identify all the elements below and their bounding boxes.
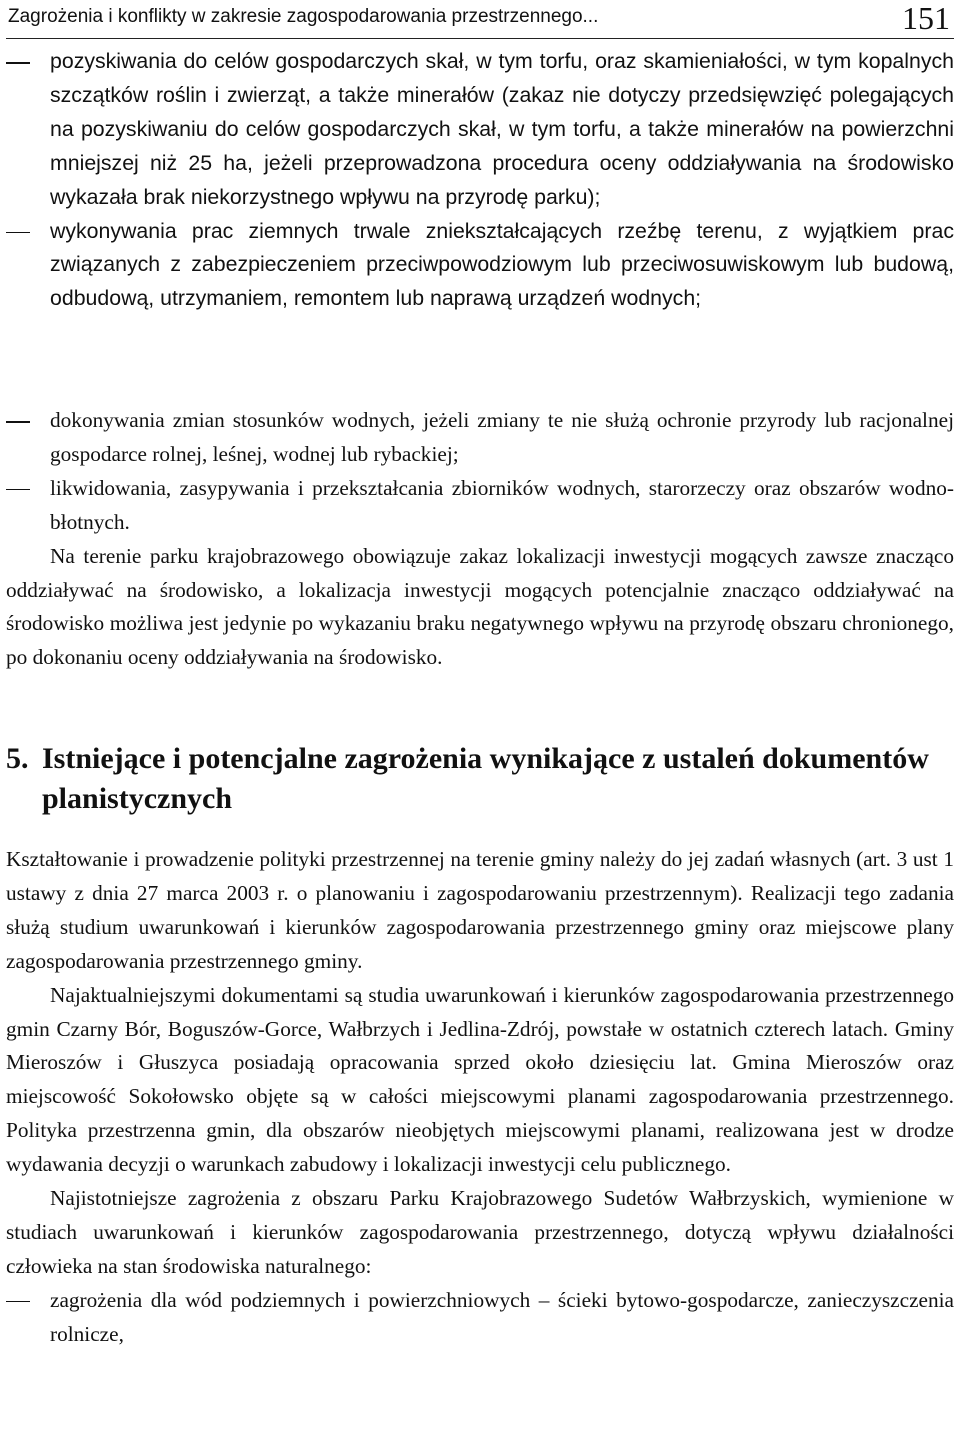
list-item: [6, 215, 954, 317]
dash-bullet: [6, 62, 30, 64]
section-body: [6, 843, 954, 1352]
list-item-text: dokonywania zmian stosunków wodnych, jeżeli zmiany te nie służą ochronie przyrody lub racjonalnej gospodarce rolnej, leśnej, wodnej lub rybackiej;: [50, 408, 954, 466]
list-item-text: zagrożenia dla wód podziemnych i powierzchniowych – ścieki bytowo-gospodarcze, zanieczyszczenia rolnicze,: [50, 1287, 954, 1346]
top-section: [6, 45, 954, 316]
paragraph: Kształtowanie i prowadzenie polityki przestrzennej na terenie gminy należy do jej zadań własnych (art. 3 ust 1 ustawy z dnia 27 marca 2003 r. o planowaniu i zagospodarowaniu przestrzennym). Realizacji tego zadania służą studium uwarunkowań i kierunków zagospodarowania przestrzennego gminy oraz miejscowe plany zagospodarowania przestrzennego gminy.: [6, 847, 954, 973]
list-item: [6, 404, 954, 472]
dash-bullet: [6, 489, 30, 491]
page-header: [6, 0, 954, 39]
list-item: [6, 472, 954, 540]
page-number: 151: [902, 0, 950, 36]
running-title: Zagrożenia i konflikty w zakresie zagospodarowania przestrzennego...: [8, 6, 599, 27]
list-item: [6, 45, 954, 215]
section-title: [6, 739, 954, 819]
section-number: 5.: [6, 742, 29, 775]
prohibition-list: [6, 45, 954, 316]
paragraph: Najaktualniejszymi dokumentami są studia uwarunkowań i kierunków zagospodarowania przestrzennego gmin Czarny Bór, Boguszów-Gorce, Wałbrzych i Jedlina-Zdrój, powstałe w ostatnich czterech latach. Gminy Mieroszów i Głuszyca posiadają opracowania sprzed około dziesięciu lat. Gmina Mieroszów oraz miejscowość Sokołowsko objęte są w całości miejscowymi planami zagospodarowania przestrzennego. Polityka przestrzenna gmin, dla obszarów nieobjętych miejscowymi planami, realizowana jest w drodze wydawania decyzji o warunkach zabudowy i lokalizacji inwestycji celu publicznego.: [6, 982, 954, 1177]
list-item-text: wykonywania prac ziemnych trwale zniekształcających rzeźbę terenu, z wyjątkiem prac związanych z zabezpieczeniem przeciwpowodziowym lub przeciwosuwiskowym lub budową, odbudową, utrzymaniem, remontem lub naprawą urządzeń wodnych;: [50, 218, 954, 311]
section-heading: [6, 739, 954, 819]
paragraph-landscape-park: Na terenie parku krajobrazowego obowiązuje zakaz lokalizacji inwestycji mogących zawsze znacząco oddziaływać na środowisko, a lokalizacja inwestycji mogących potencjalnie znacząco oddziaływać na środowisko możliwa jest jedynie po wykazaniu braku negatywnego wpływu na przyrodę obszaru chronionego, po dokonaniu oceny oddziaływania na środowisko.: [6, 543, 954, 670]
section-title-text: Istniejące i potencjalne zagrożenia wynikające z ustaleń dokumentów planistycznych: [42, 742, 929, 815]
dash-bullet: [6, 1301, 30, 1303]
serif-section: [6, 404, 954, 675]
list-item-text: likwidowania, zasypywania i przekształcania zbiorników wodnych, starorzeczy oraz obszarów wodno-błotnych.: [50, 475, 954, 534]
list-item-text: pozyskiwania do celów gospodarczych skał, w tym torfu, oraz skamieniałości, w tym kopalnych szczątków roślin i zwierząt, a także minerałów (zakaz nie dotyczy przedsięwzięć polegających na pozyskiwaniu do celów gospodarczych skał, w tym torfu, a także minerałów na powierzchni mniejszej niż 25 ha, jeżeli przeprowadzona procedura oceny oddziaływania na środowisko wykazała brak niekorzystnego wpływu na przyrodę parku);: [50, 49, 954, 209]
document-page: [6, 0, 954, 1346]
list-item: [6, 1284, 954, 1352]
threats-list: [6, 1284, 954, 1352]
prohibition-list-continued: [6, 404, 954, 540]
dash-bullet: [6, 232, 30, 234]
dash-bullet: [6, 421, 30, 423]
paragraph: Najistotniejsze zagrożenia z obszaru Parku Krajobrazowego Sudetów Wałbrzyskich, wymienione w studiach uwarunkowań i kierunków zagospodarowania przestrzennego, dotyczą wpływu działalności człowieka na stan środowiska naturalnego:: [6, 1186, 954, 1278]
